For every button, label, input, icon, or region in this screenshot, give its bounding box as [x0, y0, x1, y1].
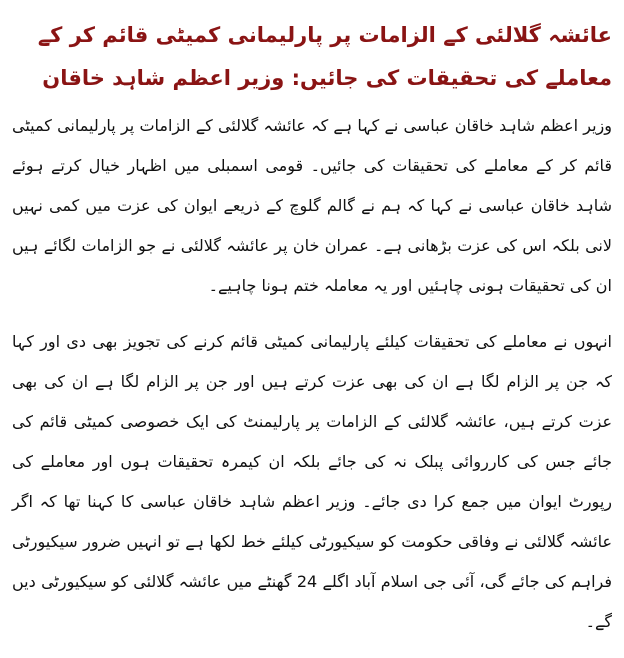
article-paragraph-2: انہوں نے معاملے کی تحقیقات کیلئے پارلیمانی کمیٹی قائم کرنے کی تجویز بھی دی اور کہا کہ جن پر الزام لگا ہے ان کی بھی عزت کرتے ہیں اور جن پر الزام لگا ہے ان کی بھی عزت کرتے ہیں، عائشہ گلالئی کے الزامات پر پارلیمنٹ کی ایک خصوصی کمیٹی قائم کی جائے جس کی کارروائی پبلک نہ کی جائے بلکہ ان کیمرہ تحقیقات ہوں اور معاملے کی رپورٹ ایوان میں جمع کرا دی جائے۔ وزیر اعظم شاہد خاقان عباسی کا کہنا تھا کہ اگر عائشہ گلالئی نے وفاقی حکومت کو سیکیورٹی کیلئے خط لکھا ہے تو انہیں ضرور سیکیورٹی فراہم کی جائے گی، آئی جی اسلام آباد اگلے 24 گھنٹے میں عائشہ گلالئی کو سیکیورٹی دیں گے۔ [12, 332, 613, 631]
article-paragraph-1: وزیر اعظم شاہد خاقان عباسی نے کہا ہے کہ عائشہ گلالئی کے الزامات پر پارلیمانی کمیٹی قائم کر کے معاملے کی تحقیقات کی جائیں۔ قومی اسمبلی میں اظہار خیال کرتے ہوئے شاہد خاقان عباسی نے کہا کہ ہم نے گالم گلوچ کے ذریعے ایوان کی عزت میں کمی نہیں لانی بلکہ اس کی عزت بڑھانی ہے۔ عمران خان پر عائشہ گلالئی نے جو الزامات لگائے ہیں ان کی تحقیقات ہونی چاہئیں اور یہ معاملہ ختم ہونا چاہیے۔ [12, 116, 612, 295]
news-article [12, 14, 612, 658]
article-headline: عائشہ گلالئی کے الزامات پر پارلیمانی کمیٹی قائم کر کے معاملے کی تحقیقات کی جائیں: وزیر اعظم شاہد خاقان [37, 23, 612, 90]
